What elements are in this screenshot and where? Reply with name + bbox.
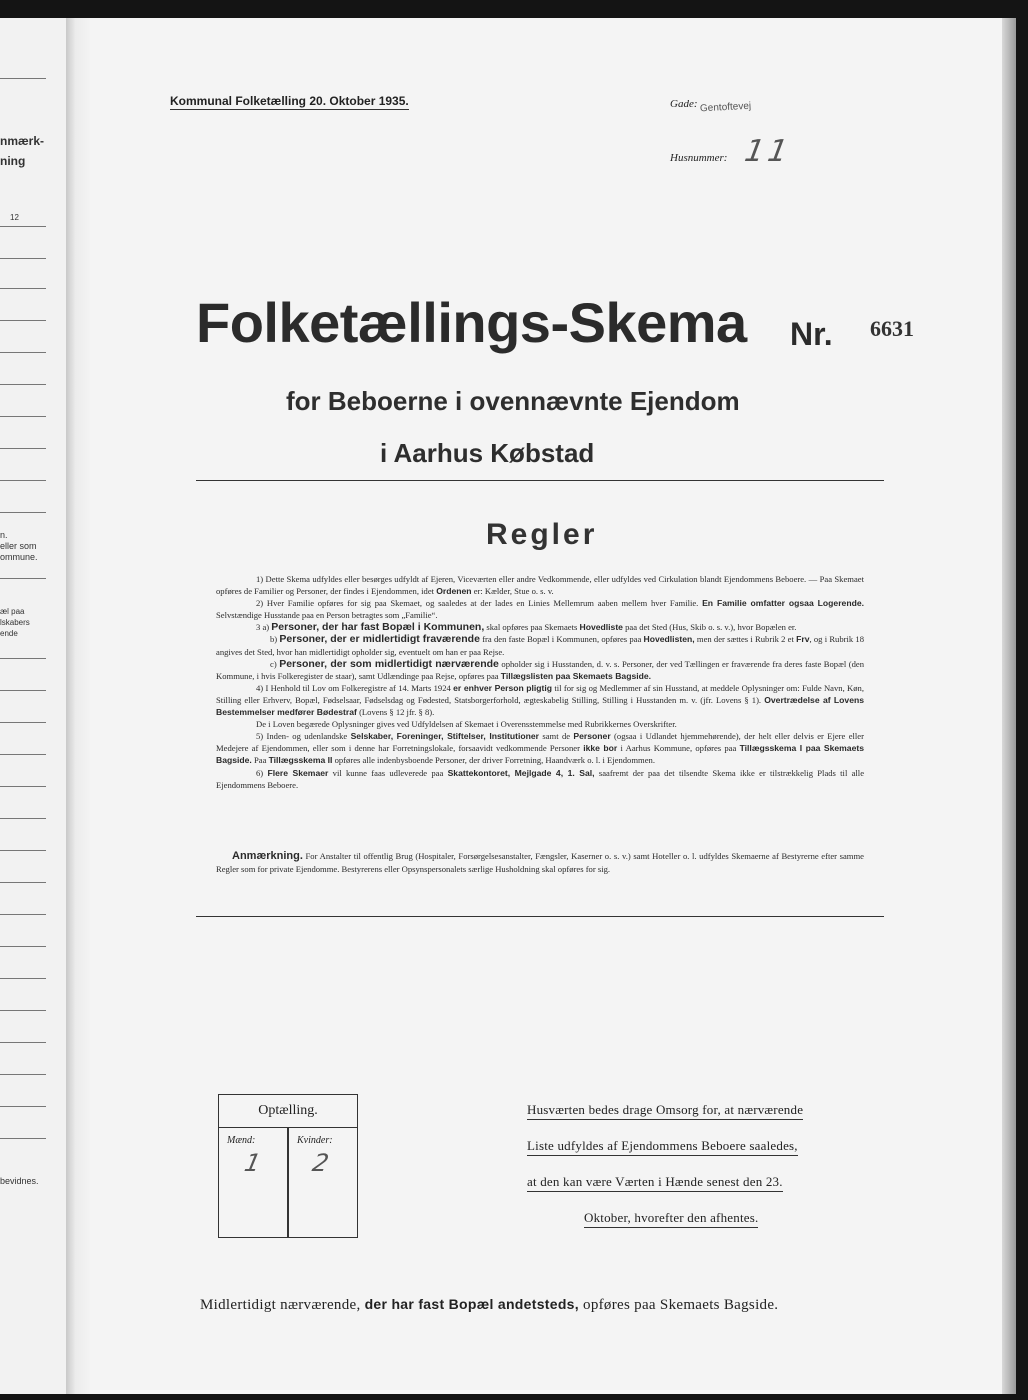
rule-1: 1) Dette Skema udfyldes eller besørges udfyldt af Ejeren, Viceværten eller andre Vedkommende, eller udfyldes ved Cirkulation blandt Ejendommens Beboere. — Paa Skemaet opføres de Familier og Personer, der findes i Ejendommen, idet Ordenen er: Kælder, Stue o. s. v. — [216, 574, 864, 597]
left-rule — [0, 754, 46, 755]
left-rule — [0, 258, 46, 259]
rule-6: 6) Flere Skemaer vil kunne faas udleverede paa Skattekontoret, Mejlgade 4, 1. Sal, saafremt der paa det tilsendte Skema ikke er tilstrækkelig Plads til alle Ejendommens Beboere. — [216, 767, 865, 790]
form-number: 6631 — [870, 316, 914, 341]
book-spine — [66, 18, 90, 1394]
left-rule — [0, 578, 46, 579]
divider — [196, 916, 884, 917]
rule-3a: 3 a) Personer, der har fast Bopæl i Kommunen, skal opføres paa Skemaets Hovedliste paa det Sted (Hus, Skib o. s. v.), hvor Bopælen er. — [256, 621, 797, 634]
count-divider — [287, 1128, 289, 1237]
left-rule — [0, 352, 46, 353]
left-page-strip — [0, 18, 66, 1394]
divider — [196, 480, 884, 481]
rule-2: 2) Hver Familie opføres for sig paa Skemaet, og saaledes at der lades en Linies Mellemrum aaben mellem hver Familie. En Familie omfatter ogsaa Logerende. Selvstændige Husstande paa en Person betragtes som „Familie“. — [216, 598, 864, 621]
left-rule — [0, 818, 46, 819]
landlord-line-4: Oktober, hvorefter den afhentes. — [584, 1210, 758, 1228]
left-footer: bevidnes. — [0, 1176, 39, 1186]
count-title: Optælling. — [219, 1095, 357, 1128]
count-box — [218, 1094, 358, 1238]
women-count: 2 — [310, 1149, 332, 1177]
left-rule — [0, 882, 46, 883]
left-rule — [0, 658, 46, 659]
left-heading: nmærk- ning — [0, 134, 45, 168]
men-label: Mænd: — [227, 1135, 256, 1146]
left-rule — [0, 722, 46, 723]
subtitle-city: i Aarhus Købstad — [380, 438, 595, 468]
left-rule — [0, 226, 46, 227]
left-rule — [0, 786, 46, 787]
left-note-a: n. eller som ommune. — [0, 530, 38, 562]
rule-3c: c) Personer, der som midlertidigt nærværende opholder sig i Husstanden, d. v. s. Personer, der ved Tællingen er fraværende fra deres faste Bopæl (den Kommune, i hvis Folkeregister de staar), samt Udlændinge paa Rejse, opføres paa Tillægslisten paa Skemaets Bagside. — [216, 657, 864, 681]
left-rule — [0, 1042, 46, 1043]
left-rule — [0, 416, 46, 417]
left-rule — [0, 850, 46, 851]
left-rule — [0, 288, 46, 289]
rules-text — [216, 573, 864, 791]
census-title: Kommunal Folketælling 20. Oktober 1935. — [170, 94, 409, 108]
rule-4-note: De i Loven begærede Oplysninger gives ved Udfyldelsen af Skemaet i Overensstemmelse med Rubrikkernes Overskrifter. — [256, 719, 677, 730]
street-value: Gentoftevej — [699, 100, 752, 115]
left-rule — [0, 1106, 46, 1107]
landlord-line-3: at den kan være Værten i Hænde senest den 23. — [527, 1174, 783, 1192]
left-rule — [0, 384, 46, 385]
men-count: 1 — [242, 1149, 264, 1177]
left-rule — [0, 448, 46, 449]
left-rule — [0, 512, 46, 513]
number-label: Nr. — [790, 316, 833, 352]
note-text: For Anstalter til offentlig Brug (Hospitaler, Forsørgelsesanstalter, Fængsler, Kaserner o. s. v.) samt Hoteller o. l. udfyldes Skemaerne af Bestyrerne efter samme Regler som for private Ejendomme. Bestyrerens eller Opsynspersonalets særlige Husholdning skal opføres for sig. — [216, 851, 864, 874]
note-label: Anmærkning. — [232, 850, 303, 862]
left-rule — [0, 1010, 46, 1011]
rule-4: 4) I Henhold til Lov om Folkeregistre af 14. Marts 1924 er enhver Person pligtig til for sig og Medlemmer af sin Husstand, at meddele Oplysninger om: Fulde Navn, Køn, Stilling eller Erhverv, Bopæl, Fødselsaar, Fødselsdag og Fødested, Statsborgerforhold, ægteskabelig Stilling, Stilling i Husstanden m. v. (jfr. Lovens § 1). Overtrædelse af Lovens Bestemmelser medfører Bødestraf (Lovens § 12 jfr. § 8). — [216, 682, 865, 718]
house-number-value: 11 — [741, 134, 795, 169]
left-rule — [0, 690, 46, 691]
left-col-number: 12 — [10, 213, 19, 222]
house-number-label: Husnummer: — [670, 152, 728, 164]
census-form-page — [90, 18, 1002, 1394]
street-label: Gade: — [670, 98, 698, 110]
page-edge — [1002, 18, 1016, 1394]
rule-5: 5) Inden- og udenlandske Selskaber, Foreninger, Stiftelser, Institutioner samt de Personer (ogsaa i Udlandet hjemmehørende), der helt eller delvis er Ejere eller Medejere af Ejendommen, eller som i denne har Forretningslokale, forsaavidt vedkommende Personer ikke bor i Aarhus Kommune, opføres paa Tillægsskema I paa Skemaets Bagside. Paa Tillægsskema II opføres alle indenbysboende Personer, der driver Forretning, Haandværk o. l. i Ejendommen. — [216, 731, 864, 766]
rule-3b: b) Personer, der er midlertidigt fraværende fra den faste Bopæl i Kommunen, opføres paa Hovedlisten, men der sættes i Rubrik 2 et Frv, og i Rubrik 18 angives det Sted, hvor han midlertidigt opholder sig, eventuelt om han er paa Rejse. — [216, 633, 865, 657]
women-label: Kvinder: — [297, 1135, 333, 1146]
note — [216, 850, 864, 875]
rules-heading: Regler — [486, 518, 598, 551]
landlord-line-2: Liste udfyldes af Ejendommens Beboere saaledes, — [527, 1138, 798, 1156]
subtitle-residents: for Beboerne i ovennævnte Ejendom — [286, 386, 740, 416]
left-rule — [0, 1138, 46, 1139]
left-rule — [0, 1074, 46, 1075]
left-rule — [0, 78, 46, 79]
landlord-line-1: Husværten bedes drage Omsorg for, at nærværende — [527, 1102, 803, 1120]
footer-note: Midlertidigt nærværende, der har fast Bopæl andetsteds, opføres paa Skemaets Bagside. — [200, 1296, 779, 1313]
left-rule — [0, 914, 46, 915]
form-title: Folketællings-Skema — [196, 291, 747, 354]
left-rule — [0, 978, 46, 979]
left-note-b: æl paa lskabers ende — [0, 607, 30, 638]
left-rule — [0, 480, 46, 481]
left-rule — [0, 320, 46, 321]
left-rule — [0, 946, 46, 947]
